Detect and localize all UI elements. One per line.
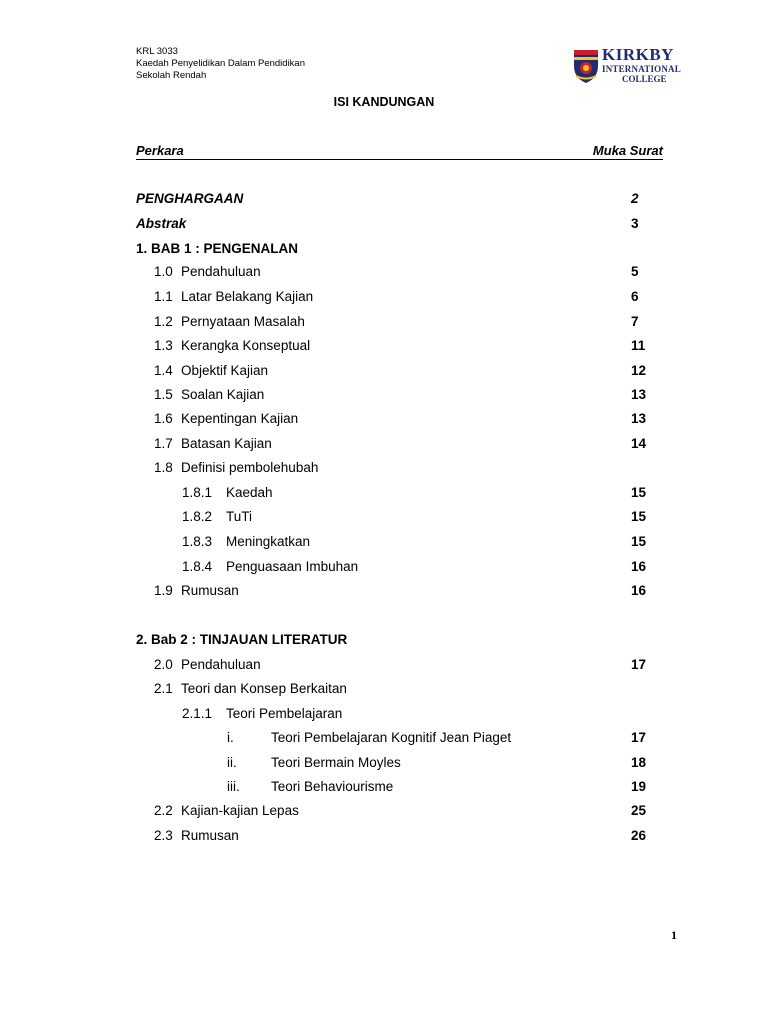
item-column-label: Perkara [136,143,184,158]
section-number: 1.5 [154,387,173,402]
toc-entry[interactable] [154,410,298,428]
toc-entry[interactable] [154,263,261,281]
document-header [136,46,305,82]
logo-title: KIRKBY [602,45,674,64]
toc-entry[interactable] [182,705,342,723]
toc-page: 13 [631,411,647,426]
toc-entry[interactable] [154,582,239,600]
section-title: Teori Behaviourisme [271,779,394,794]
kirkby-logo [572,46,690,86]
section-title: Objektif Kajian [181,363,269,378]
section-title: Kepentingan Kajian [181,411,299,426]
section-number: 2.3 [154,828,173,843]
toc-chapter-1[interactable]: 1. BAB 1 : PENGENALAN [136,241,299,256]
toc-entry[interactable] [227,754,401,772]
toc-page: 16 [631,559,647,574]
section-number: 1.2 [154,314,173,329]
course-subtitle: Sekolah Rendah [136,70,207,81]
section-title: Meningkatkan [226,534,311,549]
section-number: 1.8.1 [182,485,213,500]
page-column-label: Muka Surat [592,143,663,158]
section-title: Batasan Kajian [181,436,272,451]
page-title: ISI KANDUNGAN [333,95,435,109]
section-title: Pernyataan Masalah [181,314,305,329]
section-title: Pendahuluan [181,657,261,672]
toc-page: 15 [631,534,647,549]
section-title: Kerangka Konseptual [181,338,311,353]
toc-page: 3 [631,216,639,231]
toc-entry[interactable] [154,386,264,404]
section-number: 1.1 [154,289,173,304]
toc-entry[interactable] [154,313,305,331]
toc-page: 26 [631,828,647,843]
toc-column-header [136,143,663,160]
section-number: 1.0 [154,264,173,279]
toc-page: 25 [631,803,647,818]
toc-page: 5 [631,264,639,279]
toc-entry[interactable] [227,778,393,796]
section-title: Teori dan Konsep Berkaitan [181,681,347,696]
section-number: 2.1 [154,681,173,696]
toc-entry[interactable] [154,337,310,355]
section-number: 2.1.1 [182,706,213,721]
footer-page-number: 1 [671,928,677,942]
toc-page: 17 [631,657,647,672]
toc-entry[interactable] [154,362,268,380]
section-title: Pendahuluan [181,264,261,279]
section-title: Teori Bermain Moyles [271,755,401,770]
section-number: ii. [227,755,237,770]
toc-page: 16 [631,583,647,598]
toc-page: 19 [631,779,647,794]
section-title: Latar Belakang Kajian [181,289,314,304]
section-number: 1.3 [154,338,173,353]
toc-page: 17 [631,730,647,745]
course-title: Kaedah Penyelidikan Dalam Pendidikan [136,58,306,69]
crest-icon [572,48,600,84]
toc-entry[interactable] [182,558,358,576]
toc-entry[interactable] [154,656,261,674]
section-number: 1.4 [154,363,173,378]
toc-chapter-2[interactable]: 2. Bab 2 : TINJAUAN LITERATUR [136,632,348,647]
toc-page: 6 [631,289,639,304]
logo-subtitle: INTERNATIONAL [602,64,681,74]
section-title: Kajian-kajian Lepas [181,803,299,818]
section-number: 1.6 [154,411,173,426]
section-number: 1.9 [154,583,173,598]
toc-entry[interactable] [182,508,252,526]
section-number: 1.8 [154,460,173,475]
section-title: Rumusan [181,583,239,598]
section-title: Kaedah [226,485,273,500]
toc-entry[interactable] [154,827,239,845]
toc-page: 18 [631,755,647,770]
section-title: Penguasaan Imbuhan [226,559,359,574]
toc-page: 11 [631,338,646,353]
toc-entry[interactable] [154,459,318,477]
section-title: Teori Pembelajaran [226,706,343,721]
section-number: 2.2 [154,803,173,818]
section-title: Definisi pembolehubah [181,460,319,475]
toc-entry[interactable] [154,680,347,698]
section-title: TuTi [226,509,252,524]
section-number: 2.0 [154,657,173,672]
toc-entry-acknowledgement[interactable]: PENGHARGAAN [136,191,244,206]
section-title: Soalan Kajian [181,387,265,402]
toc-page: 15 [631,509,647,524]
toc-entry[interactable] [154,802,299,820]
section-number: i. [227,730,234,745]
toc-entry-abstract[interactable]: Abstrak [136,216,187,231]
section-number: 1.8.2 [182,509,213,524]
section-number: iii. [227,779,240,794]
toc-page: 13 [631,387,647,402]
section-number: 1.8.3 [182,534,213,549]
toc-entry[interactable] [182,484,273,502]
toc-page: 2 [631,191,639,206]
toc-entry[interactable] [227,729,511,747]
section-title: Teori Pembelajaran Kognitif Jean Piaget [271,730,512,745]
course-code: KRL 3033 [136,46,178,57]
toc-entry[interactable] [154,288,313,306]
logo-subtitle-2: COLLEGE [622,74,667,84]
toc-page: 14 [631,436,647,451]
section-number: 1.7 [154,436,173,451]
toc-page: 15 [631,485,647,500]
toc-entry[interactable] [182,533,310,551]
section-title: Rumusan [181,828,239,843]
section-number: 1.8.4 [182,559,213,574]
toc-page: 12 [631,363,647,378]
toc-page: 7 [631,314,639,329]
toc-entry[interactable] [154,435,272,453]
